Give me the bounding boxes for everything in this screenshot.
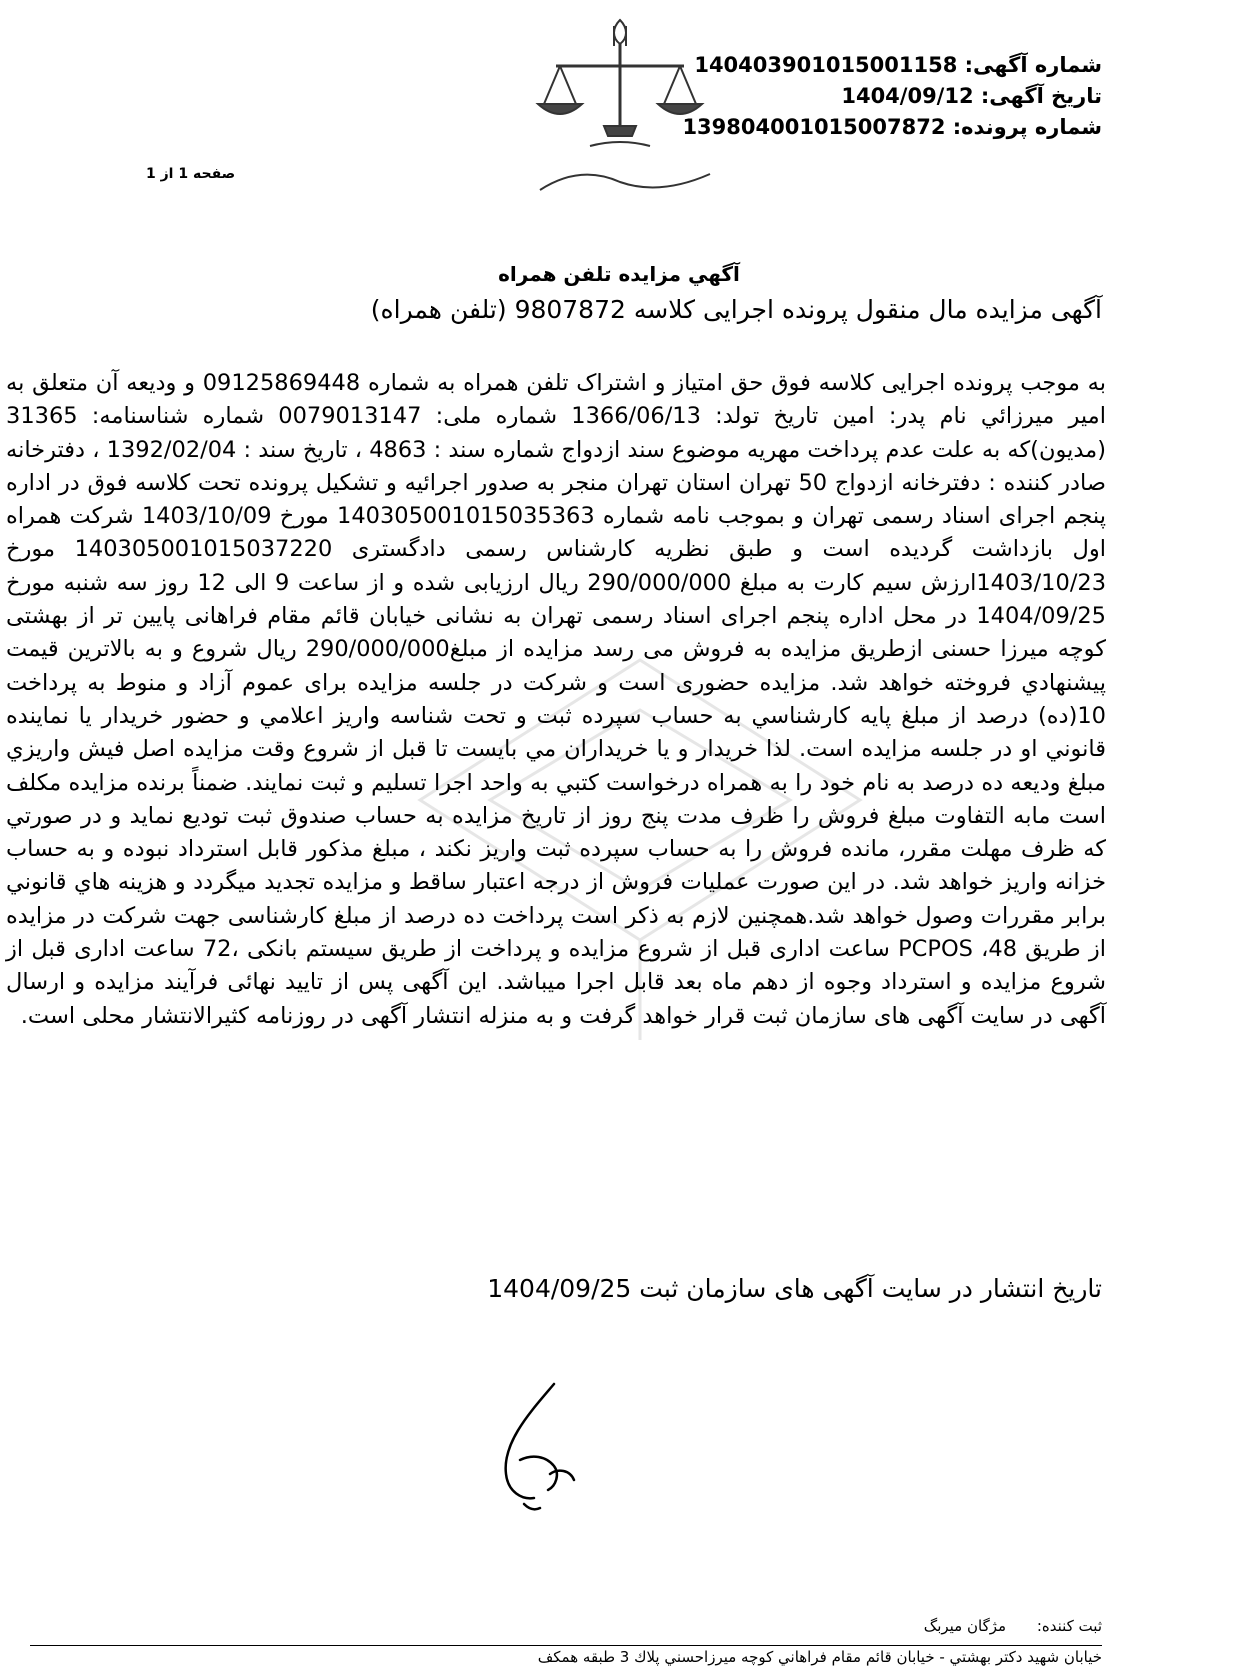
publication-date-line: تاریخ انتشار در سایت آگهی های سازمان ثبت 1404/09/25 (487, 1274, 1102, 1303)
announcement-body: به موجب پرونده اجرایی کلاسه فوق حق امتیاز و اشتراک تلفن همراه به شماره 09125869448 و ودیعه آن متعلق به امیر میرزائي نام پدر: امین تاریخ تولد: 1366/06/13 شماره ملی: 0079013147 شماره شناسنامه: 31365 (مدیون)که به علت عدم پرداخت مهریه موضوع سند ازدواج شماره سند : 4863 ، تاریخ سند : 1392/02/04 ، دفترخانه صادر کننده : دفترخانه ازدواج 50 تهران استان تهران منجر به صدور اجرائیه و تشکیل پرونده تحت کلاسه فوق در اداره پنجم اجرای اسناد رسمی تهران و بموجب نامه شماره 140305001015035363 مورخ 1403/10/09 شرکت همراه اول بازداشت گردیده است و طبق نظریه کارشناس رسمی دادگستری 140305001015037220 مورخ 1403/10/23ارزش سیم کارت به مبلغ 290/000/000 ریال ارزیابی شده و از ساعت 9 الی 12 روز سه شنبه مورخ 1404/09/25 در محل اداره پنجم اجرای اسناد رسمی تهران به نشانی خیابان قائم مقام فراهانی پایین تر از بهشتی کوچه میرزا حسنی ازطریق مزایده به فروش می رسد مزایده از مبلغ290/000/000 ریال شروع و به بالاترین قیمت پیشنهادي فروخته خواهد شد. مزایده حضوری است و شرکت در جلسه مزایده برای عموم آزاد و منوط به پرداخت 10(ده) درصد از مبلغ پایه کارشناسي به حساب سپرده ثبت و تحت شناسه واریز اعلامي و حضور خريدار يا نماينده قانوني او در جلسه مزايده است. لذا خريدار و يا خريداران مي بايست تا قبل از شروع وقت مزايده اصل فيش واريزي مبلغ وديعه ده درصد به نام خود را به همراه درخواست كتبي به واحد اجرا تسليم و ثبت نمايند. ضمناً برنده مزايده مكلف است مابه التفاوت مبلغ فروش را ظرف مدت پنج روز از تاريخ مزايده به حساب صندوق ثبت توديع نمايد و در صورتي كه ظرف مهلت مقرر، مانده فروش را به حساب سپرده ثبت واريز نكند ، مبلغ مذكور قابل استرداد نبوده و به حساب خزانه واريز خواهد شد. در اين صورت عمليات فروش از درجه اعتبار ساقط و مزايده تجديد ميگردد و هزينه هاي قانوني برابر مقررات وصول خواهد شد.همچنین لازم به ذکر است پرداخت ده درصد از مبلغ کارشناسی جهت شرکت در مزایده از طریق PCPOS ،48 ساعت اداری قبل از شروع مزایده و پرداخت از طریق سیستم بانکی ،72 ساعت اداری قبل از شروع مزایده و استرداد وجوه از دهم ماه بعد قابل اجرا میباشد. این آگهی پس از تایید نهائی فرآیند مزایده و ارسال آگهی در سایت آگهی های سازمان ثبت قرار خواهد گرفت و به منزله انتشار آگهی در روزنامه کثیرالانتشار محلی است. (6, 370, 1107, 1029)
case-number (682, 112, 1102, 143)
ad-date-label: تاریخ آگهی: (980, 84, 1102, 108)
case-number-value: 139804001015007872 (682, 115, 946, 139)
ad-number-label: شماره آگهی: (964, 53, 1102, 77)
page-number: صفحه 1 از 1 (146, 166, 236, 182)
ad-number-value: 140403901015001158 (694, 53, 958, 77)
ad-number (694, 50, 1102, 81)
footer-divider (30, 1645, 1102, 1646)
ad-date (841, 81, 1102, 112)
ad-date-value: 1404/09/12 (841, 84, 974, 108)
registrar-label: ثبت كننده: (1036, 1617, 1102, 1635)
case-number-label: شماره پرونده: (952, 115, 1102, 139)
registrar-name: مژگان میربگ (923, 1617, 1007, 1635)
registrar (924, 1617, 1102, 1635)
announcement-title: آگهي مزايده تلفن همراه (498, 262, 740, 286)
judiciary-emblem-icon (520, 14, 720, 209)
signature (462, 1362, 612, 1532)
office-address: خيابان شهيد دكتر بهشتي - خيابان قائم مقام فراهاني كوچه ميرزاحسني پلاك 3 طبقه همكف (537, 1648, 1102, 1666)
announcement-subtitle: آگهی مزایده مال منقول پرونده اجرایی کلاسه 9807872 (تلفن همراه) (370, 295, 1102, 324)
